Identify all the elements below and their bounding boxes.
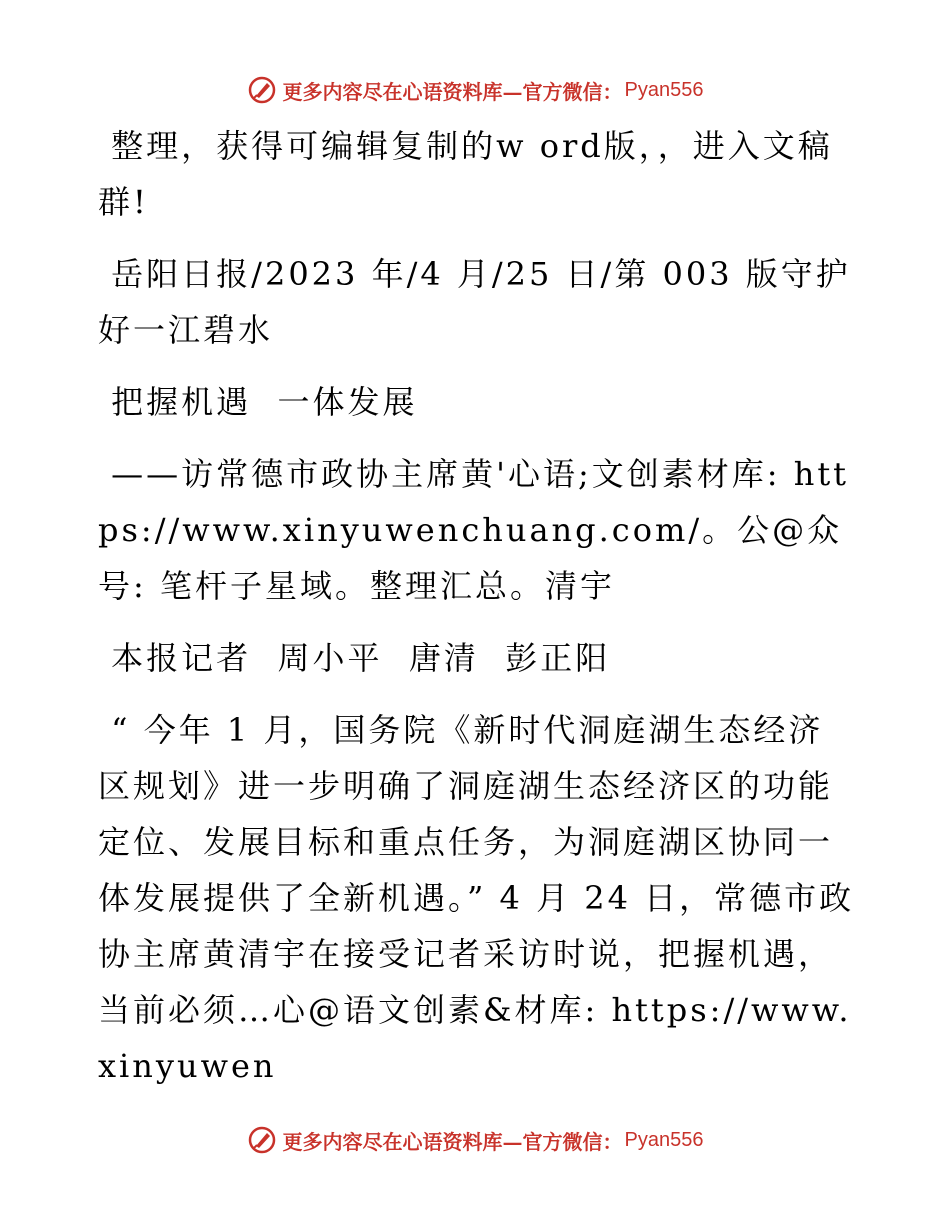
document-body (98, 118, 858, 1114)
promo-account: Pyan556 (624, 1128, 704, 1151)
paragraph-intro: 整理，获得可编辑复制的w ord版，，进入文稿群! (98, 127, 833, 221)
paragraph-subtitle: ——访常德市政协主席黄'心语;文创素材库: https://www.xinyuwenchuang.com/。公@众号: 笔杆子星域。整理汇总。清宇 (98, 455, 850, 605)
paragraph-body: “ 今年 1 月，国务院《新时代洞庭湖生态经济区规划》进一步明确了洞庭湖生态经济区的功能定位、发展目标和重点任务，为洞庭湖区协同一体发展提供了全新机遇。” 4 月 24 日，常德市政协主席黄清宇在接受记者采访时说，把握机遇，当前必须…心@语文创素&材库: https://www.xinyuwen (98, 711, 855, 1085)
promo-text: 更多内容尽在心语资料库—官方微信： (282, 1129, 623, 1154)
footer-promo-banner (0, 1120, 950, 1160)
quill-circle-logo-icon (247, 1125, 277, 1155)
paragraph-headline: 把握机遇 一体发展 (98, 383, 418, 421)
paragraph-byline: 本报记者 周小平 唐清 彭正阳 (98, 639, 611, 677)
paragraph-source: 岳阳日报/2023 年/4 月/25 日/第 003 版守护好一江碧水 (98, 255, 851, 349)
promo-account: Pyan556 (624, 78, 704, 101)
quill-circle-logo-icon (247, 75, 277, 105)
promo-text: 更多内容尽在心语资料库—官方微信： (282, 79, 623, 104)
header-promo-banner (0, 70, 950, 110)
